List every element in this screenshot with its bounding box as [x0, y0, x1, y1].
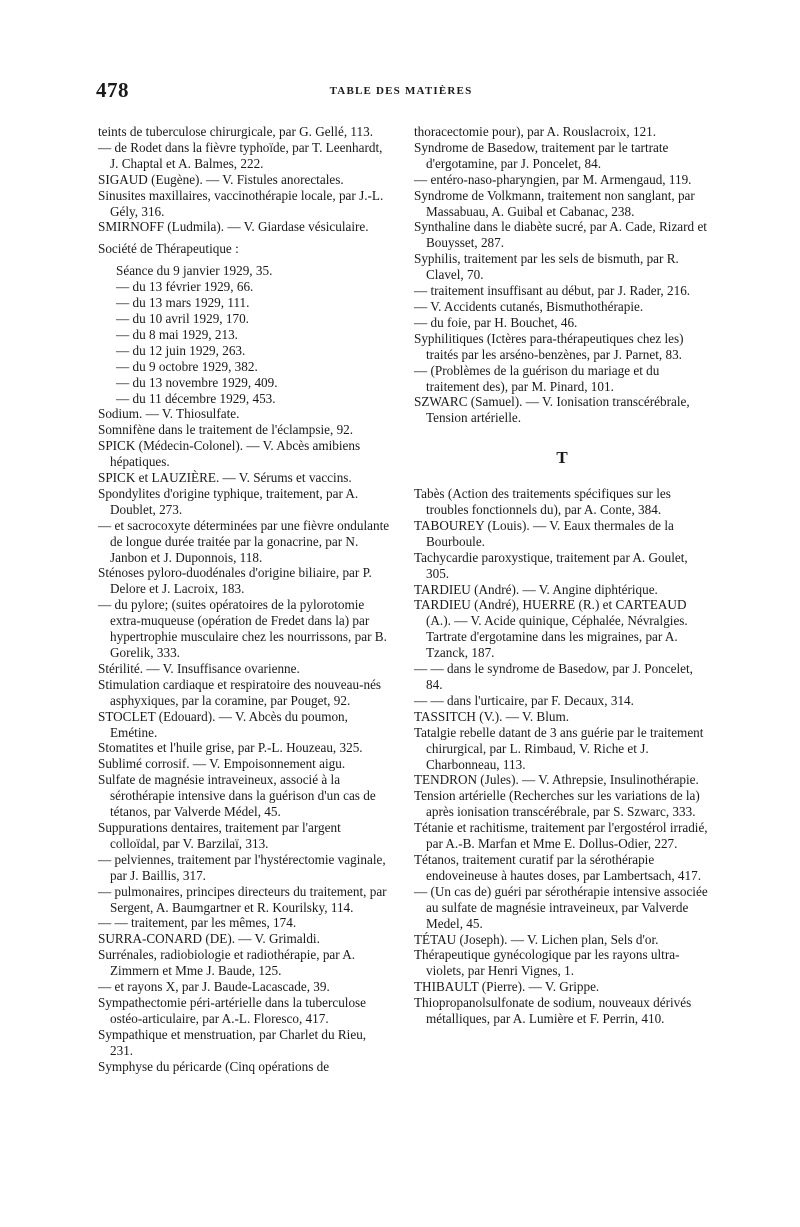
- index-entry: Thiopropanolsulfonate de sodium, nouveaux dérivés métalliques, par A. Lumière et F. Perrin, 410.: [414, 995, 692, 1027]
- index-entry: — — traitement, par les mêmes, 174.: [98, 915, 297, 931]
- index-entry: SPICK et LAUZIÈRE. — V. Sérums et vaccins.: [98, 470, 352, 486]
- index-entry: Sinusites maxillaires, vaccinothérapie locale, par J.-L. Gély, 316.: [98, 187, 384, 219]
- index-entry: Syndrome de Basedow, traitement par le tartrate d'ergotamine, par J. Poncelet, 84.: [414, 139, 669, 171]
- index-sub-entry: — du 13 février 1929, 66.: [116, 279, 254, 295]
- index-entry: SIGAUD (Eugène). — V. Fistules anorectales.: [98, 171, 344, 187]
- index-sub-entry: — du 8 mai 1929, 213.: [116, 326, 238, 342]
- index-entry: — entéro-naso-pharyngien, par M. Armengaud, 119.: [414, 171, 692, 187]
- index-entry: TARDIEU (André). — V. Angine diphtérique.: [414, 581, 658, 597]
- index-entry: Surrénales, radiobiologie et radiothérapie, par A. Zimmern et Mme J. Baude, 125.: [98, 947, 356, 979]
- index-entry: SZWARC (Samuel). — V. Ionisation transcérébrale, Tension artérielle.: [414, 394, 690, 426]
- index-entry: Sodium. — V. Thiosulfate.: [98, 406, 240, 422]
- index-entry: Stérilité. — V. Insuffisance ovarienne.: [98, 660, 300, 676]
- section-letter: T: [556, 448, 568, 468]
- running-head: TABLE DES MATIÈRES: [329, 85, 473, 97]
- index-entry: Tabès (Action des traitements spécifiques sur les troubles fonctionnels du), par A. Conte, 384.: [414, 486, 671, 518]
- index-entry: Somnifène dans le traitement de l'éclampsie, 92.: [98, 422, 354, 438]
- index-entry: Symphyse du péricarde (Cinq opérations de: [98, 1058, 330, 1074]
- index-entry: Tension artérielle (Recherches sur les variations de la) après ionisation transcérébrale, par S. Szwarc, 333.: [414, 788, 700, 820]
- index-sub-entry: Séance du 9 janvier 1929, 35.: [116, 263, 273, 279]
- index-entry: THIBAULT (Pierre). — V. Grippe.: [414, 979, 600, 995]
- index-entry: Thérapeutique gynécologique par les rayons ultra-violets, par Henri Vignes, 1.: [414, 947, 680, 979]
- index-entry: Stomatites et l'huile grise, par P.-L. Houzeau, 325.: [98, 740, 363, 756]
- index-entry: Synthaline dans le diabète sucré, par A. Cade, Rizard et Bouysset, 287.: [414, 219, 707, 251]
- index-entry: TÉTAU (Joseph). — V. Lichen plan, Sels d'or.: [414, 931, 659, 947]
- index-entry: SPICK (Médecin-Colonel). — V. Abcès amibiens hépatiques.: [98, 438, 361, 470]
- index-heading: Société de Thérapeutique :: [98, 241, 239, 257]
- index-sub-entry: — du 10 avril 1929, 170.: [116, 310, 249, 326]
- index-entry: SMIRNOFF (Ludmila). — V. Giardase vésiculaire.: [98, 219, 369, 235]
- index-entry: — — dans le syndrome de Basedow, par J. Poncelet, 84.: [414, 661, 693, 692]
- page-number: 478: [96, 78, 129, 102]
- index-entry: STOCLET (Edouard). — V. Abcès du poumon, Emétine.: [98, 708, 348, 740]
- index-entry: — (Problèmes de la guérison du mariage et du traitement des), par M. Pinard, 101.: [414, 362, 660, 394]
- index-entry: — pulmonaires, principes directeurs du traitement, par Sergent, A. Baumgartner et R. Kourilsky, 114.: [98, 883, 387, 915]
- index-entry: Sympathectomie péri-artérielle dans la tuberculose ostéo-articulaire, par A.-L. Floresco, 417.: [98, 994, 367, 1026]
- index-entry: Sympathique et menstruation, par Charlet du Rieu, 231.: [98, 1026, 367, 1058]
- index-entry: — pelviennes, traitement par l'hystérectomie vaginale, par J. Baillis, 317.: [98, 851, 386, 883]
- index-sub-entry: — du 12 juin 1929, 263.: [116, 342, 246, 358]
- index-entry: — V. Accidents cutanés, Bismuthothérapie.: [414, 298, 644, 314]
- left-column: [98, 124, 392, 1074]
- index-sub-entry: — du 13 novembre 1929, 409.: [116, 374, 278, 390]
- index-entry: TABOUREY (Louis). — V. Eaux thermales de la Bourboule.: [414, 517, 674, 549]
- index-entry: Sublimé corrosif. — V. Empoisonnement aigu.: [98, 756, 346, 772]
- index-entry: — traitement insuffisant au début, par J. Rader, 216.: [414, 283, 691, 299]
- index-entry: thoracectomie pour), par A. Rouslacroix, 121.: [414, 124, 657, 139]
- index-entry: — et rayons X, par J. Baude-Lacascade, 39.: [98, 979, 330, 995]
- index-entry: Sulfate de magnésie intraveineux, associé à la sérothérapie intensive dans la guérison d'un cas de tétanos, par Valverde Médel, 45.: [98, 772, 376, 820]
- index-entry: Spondylites d'origine typhique, traitement, par A. Doublet, 273.: [98, 485, 359, 517]
- index-entry: — (Un cas de) guéri par sérothérapie intensive associée au sulfate de magnésie intraveineux, par Valverde Medel, 45.: [414, 883, 708, 931]
- index-sub-entry: — du 13 mars 1929, 111.: [116, 295, 250, 311]
- index-entry: Suppurations dentaires, traitement par l'argent colloïdal, par V. Barzilaï, 313.: [98, 819, 341, 851]
- index-entry: teints de tuberculose chirurgicale, par G. Gellé, 113.: [98, 124, 374, 139]
- index-entry: Sténoses pyloro-duodénales d'origine biliaire, par P. Delore et J. Lacroix, 183.: [98, 565, 372, 597]
- index-entry: Stimulation cardiaque et respiratoire des nouveau-nés asphyxiques, par la coramine, par Pouget, 92.: [98, 676, 382, 708]
- index-sub-entry: — du 9 octobre 1929, 382.: [116, 358, 258, 374]
- index-entry: SURRA-CONARD (DE). — V. Grimaldi.: [98, 931, 320, 947]
- index-entry: Tatalgie rebelle datant de 3 ans guérie par le traitement chirurgical, par L. Rimbaud, V. Riche et J. Charbonneau, 113.: [414, 724, 704, 772]
- index-entry: Tétanos, traitement curatif par la sérothérapie endoveineuse à hautes doses, par Lambertsach, 417.: [414, 851, 702, 883]
- index-entry: — du pylore; (suites opératoires de la pylorotomie extra-muqueuse (opération de Fredet dans la) par hypertrophie musculaire chez les nourrissons, par B. Gorelik, 333.: [98, 597, 387, 660]
- index-entry: — de Rodet dans la fièvre typhoïde, par T. Leenhardt, J. Chaptal et A. Balmes, 222.: [98, 139, 383, 171]
- index-entry: Tétanie et rachitisme, traitement par l'ergostérol irradié, par A.-B. Marfan et Mme E. Dollus-Odier, 227.: [414, 820, 708, 852]
- index-entry: — et sacrocoxyte déterminées par une fièvre ondulante de longue durée traitée par la gonacrine, par N. Janbon et J. Duponnois, 118.: [98, 517, 390, 565]
- right-column: [414, 124, 710, 1027]
- index-entry: TASSITCH (V.). — V. Blum.: [414, 708, 570, 724]
- page-header: [96, 78, 706, 104]
- index-entry: — du foie, par H. Bouchet, 46.: [414, 314, 578, 330]
- index-entry: Tachycardie paroxystique, traitement par A. Goulet, 305.: [414, 549, 688, 581]
- index-entry: Syphilis, traitement par les sels de bismuth, par R. Clavel, 70.: [414, 251, 679, 283]
- index-entry: TENDRON (Jules). — V. Athrepsie, Insulinothérapie.: [414, 772, 699, 788]
- index-entry: Syndrome de Volkmann, traitement non sanglant, par Massabuau, A. Guibal et Cabanac, 238.: [414, 187, 695, 219]
- index-entry: TARDIEU (André), HUERRE (R.) et CARTEAUD (A.). — V. Acide quinique, Céphalée, Névralgies. Tartrate d'ergotamine dans les migraines, par A. Tzanck, 187.: [414, 597, 688, 661]
- index-entry: — — dans l'urticaire, par F. Decaux, 314.: [414, 692, 634, 708]
- index-sub-entry: — du 11 décembre 1929, 453.: [116, 390, 276, 406]
- index-entry: Syphilitiques (Ictères para-thérapeutiques chez les) traités par les arséno-benzènes, par J. Parnet, 83.: [414, 330, 684, 362]
